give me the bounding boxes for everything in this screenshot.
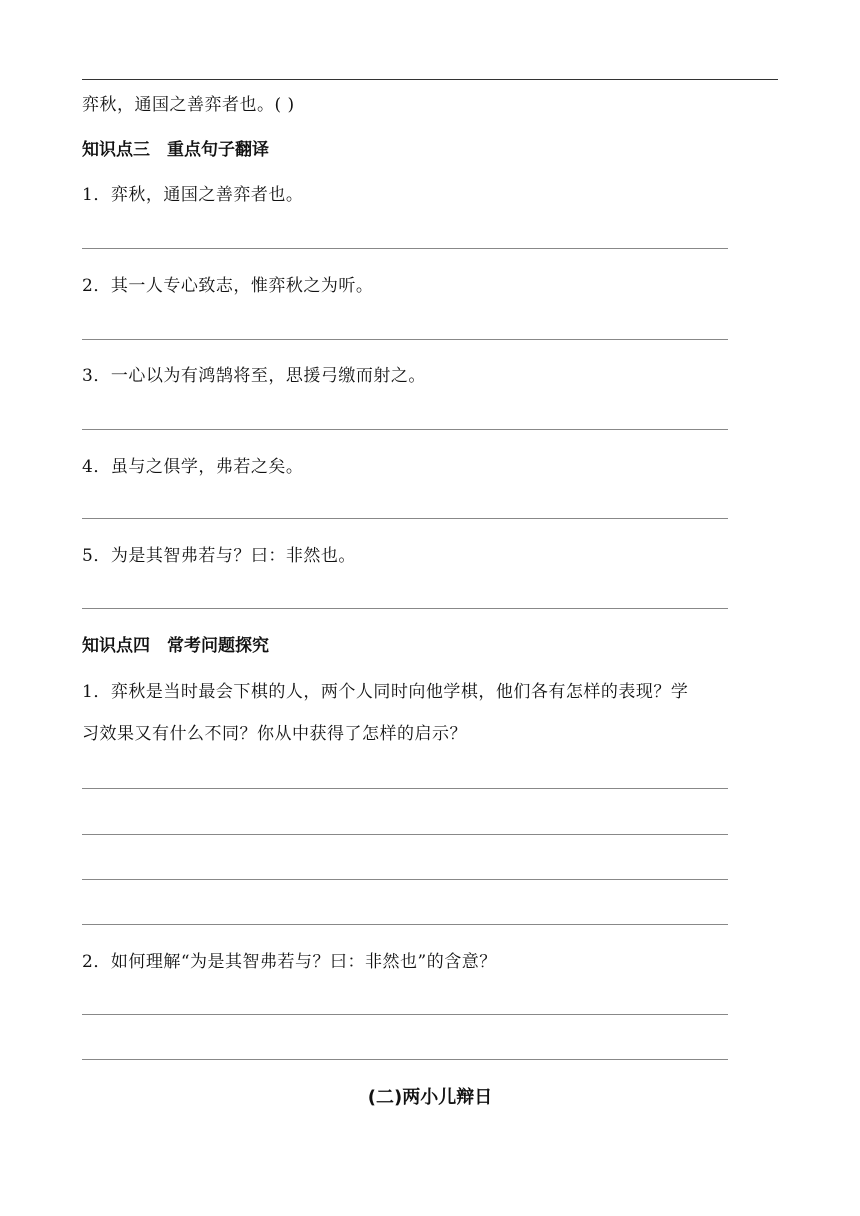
sentence-item-3: 3．一心以为有鸿鹄将至，思援弓缴而射之。 [82,366,426,386]
fill-blank-sentence: 弈秋，通国之善弈者也。( ) [82,95,295,115]
sentence-item-4: 4．虽与之俱学，弗若之矣。 [82,457,304,477]
question-1-line-2: 习效果又有什么不同？你从中获得了怎样的启示？ [82,724,467,744]
answer-line-8[interactable] [82,879,728,880]
answer-line-10[interactable] [82,1014,728,1015]
question-2: 2．如何理解“为是其智弗若与？曰：非然也”的含意？ [82,952,497,972]
question-1-line-1: 1．弈秋是当时最会下棋的人，两个人同时向他学棋，他们各有怎样的表现？学 [82,682,689,702]
answer-line-3[interactable] [82,429,728,430]
section-heading-4: 知识点四 常考问题探究 [82,636,269,656]
answer-line-1[interactable] [82,248,728,249]
header-rule [82,79,778,80]
answer-line-6[interactable] [82,788,728,789]
next-lesson-title: (二)两小儿辩日 [367,1087,493,1108]
answer-line-9[interactable] [82,924,728,925]
answer-line-2[interactable] [82,339,728,340]
answer-line-7[interactable] [82,834,728,835]
answer-line-11[interactable] [82,1059,728,1060]
answer-line-4[interactable] [82,518,728,519]
answer-line-5[interactable] [82,608,728,609]
sentence-item-2: 2．其一人专心致志，惟弈秋之为听。 [82,276,374,296]
sentence-item-1: 1．弈秋，通国之善弈者也。 [82,185,304,205]
sentence-item-5: 5．为是其智弗若与？曰：非然也。 [82,546,356,566]
section-heading-3: 知识点三 重点句子翻译 [82,140,269,160]
